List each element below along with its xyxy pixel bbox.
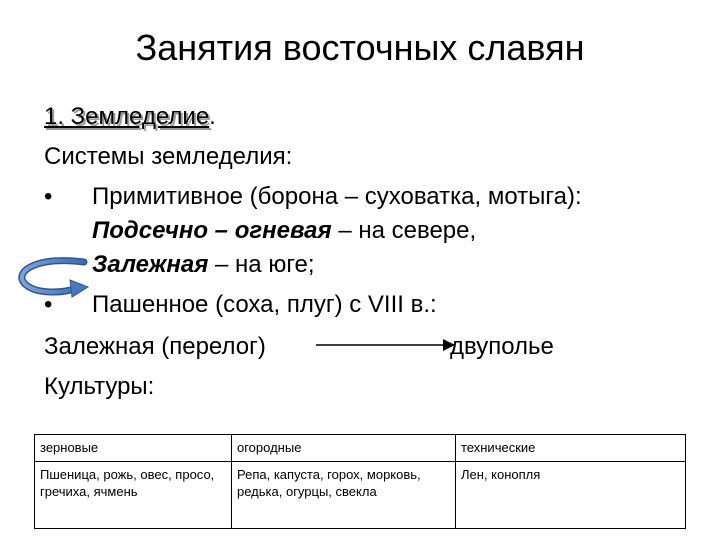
header-cell-grain: зерновые [35,435,232,462]
slash-and-burn-region: – на севере, [331,217,477,244]
fallow-region: – на юге; [208,251,315,278]
transition-right: двуполье [450,333,554,360]
cell-garden-crops: Репа, капуста, горох, морковь, редька, огурцы, свекла [232,462,456,529]
table-header-row [35,435,686,462]
section-heading-dot: . [209,103,216,130]
systems-label: Системы земледелия: [44,143,293,170]
cultures-label: Культуры: [44,373,155,400]
slide-title: Занятия восточных славян [135,27,585,68]
item-primitive: Примитивное (борона – суховатка, мотыга): [92,183,582,210]
bullet-2: • [44,291,53,318]
header-cell-garden: огородные [232,435,456,462]
fallow-term: Залежная [92,251,209,278]
table-row [35,462,686,529]
cultures-table [34,434,686,529]
cell-grain-crops: Пшеница, рожь, овес, просо, гречиха, ячмень [35,462,232,529]
cell-technical-crops: Лен, конопля [456,462,686,529]
section-heading: 1. Земледелие [44,103,210,130]
header-cell-technical: технические [456,435,686,462]
item-plough: Пашенное (соха, плуг) с VIII в.: [92,291,437,318]
slash-and-burn-term: Подсечно – огневая [92,217,332,244]
bullet-1: • [44,183,53,210]
transition-left: Залежная (перелог) [44,333,266,360]
curved-arrow-icon [22,261,88,297]
